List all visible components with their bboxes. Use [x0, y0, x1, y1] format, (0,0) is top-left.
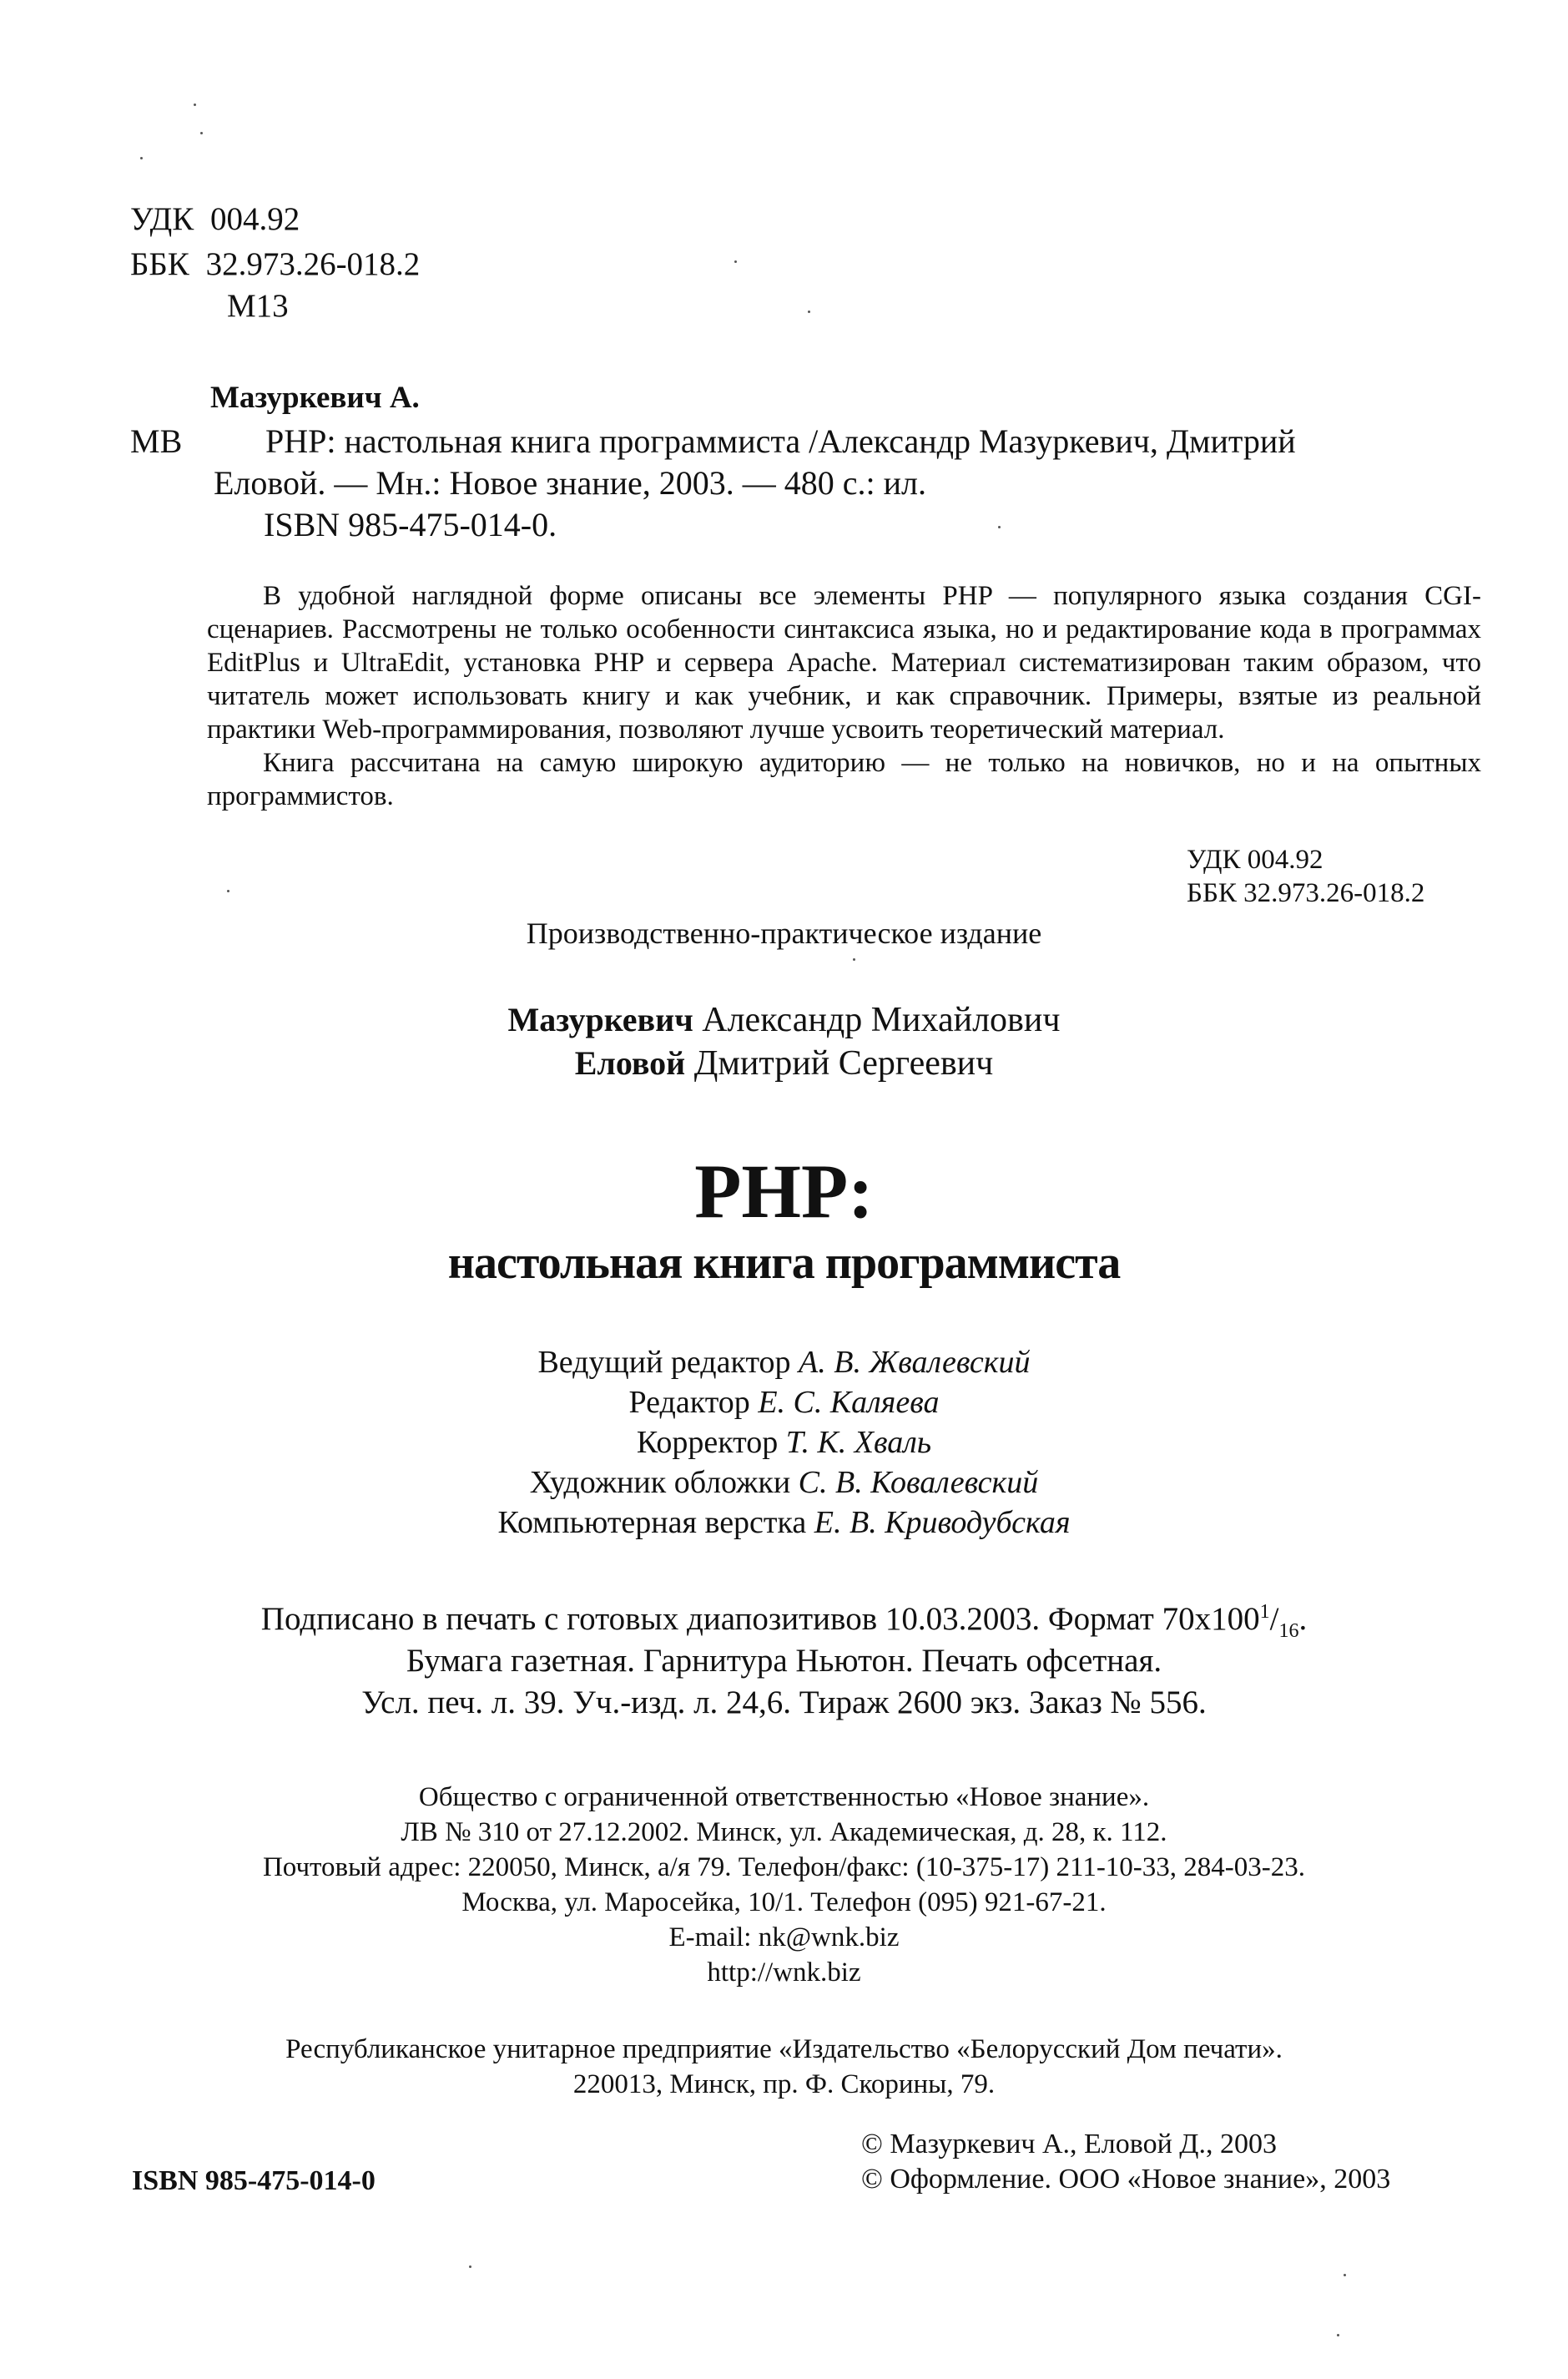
publisher-line-3: Почтовый адрес: 220050, Минск, а/я 79. Телефон/факс: (10-375-17) 211-10-33, 284-03-23. [262, 1852, 1306, 1882]
scan-speck [227, 890, 229, 892]
scan-speck [853, 958, 855, 961]
author-1 [0, 998, 1568, 1042]
scan-speck [200, 132, 203, 134]
credit-role: Корректор [636, 1425, 779, 1460]
printer-line-1: Республиканское унитарное предприятие «Издательство «Белорусский Дом печати». [285, 2034, 1283, 2064]
book-subtitle: настольная книга программиста [447, 1237, 1121, 1289]
print-spec-line-1 [0, 1599, 1568, 1642]
format-numerator: 1 [1259, 1601, 1270, 1623]
credit-editor [0, 1382, 1568, 1422]
annotation-paragraph-1: В удобной наглядной форме описаны все элементы PHP — популярного языка создания CGI-сценариев. Рассмотрены не только особенности синтаксиса языка, но и редактирование кода в программах EditPlus и UltraEdit, установка PHP и сервера Apache. Материал систематизирован таким образом, что читатель может использовать книгу и как учебник, и как справочник. Примеры, взятые из реальной практики Web-программирования, позволяют лучше усвоить теоретический материал. [207, 581, 1481, 745]
annotation-paragraph-2: Книга рассчитана на самую широкую аудиторию — не только на новичков, но и на опытных программистов. [207, 748, 1481, 811]
isbn-line: ISBN 985-475-014-0. [264, 506, 557, 543]
credit-layout [0, 1503, 1568, 1543]
edition-type: Производственно-практическое издание [526, 917, 1042, 950]
author-2 [0, 1042, 1568, 1085]
print-spec-line-3: Усл. печ. л. 39. Уч.-изд. л. 24,6. Тираж 2600 экз. Заказ № 556. [361, 1684, 1207, 1720]
copyright-authors: © Мазуркевич А., Еловой Д., 2003 [861, 2129, 1277, 2159]
format-denominator: 16 [1278, 1619, 1299, 1642]
udk-value: 004.92 [210, 201, 300, 237]
udk-label: УДК [130, 201, 194, 237]
print-spec-text: Подписано в печать с готовых диапозитивов 10.03.2003. Формат 70х100 [260, 1601, 1260, 1637]
bbk-code [130, 244, 420, 285]
scan-speck [140, 157, 143, 159]
print-spec-end: . [1298, 1601, 1308, 1637]
bibliographic-line-2: Еловой. — Мн.: Новое знание, 2003. — 480 с.: ил. [214, 464, 927, 502]
credit-lead-editor [0, 1342, 1568, 1382]
bbk-repeat: ББК 32.973.26-018.2 [1187, 878, 1425, 908]
scan-speck [469, 2265, 471, 2268]
publisher-line-2: ЛВ № 310 от 27.12.2002. Минск, ул. Академическая, д. 28, к. 112. [401, 1817, 1167, 1847]
publisher-line-1: Общество с ограниченной ответственностью «Новое знание». [418, 1782, 1150, 1812]
credit-role: Компьютерная верстка [497, 1505, 807, 1540]
publisher-website: http://wnk.biz [707, 1957, 861, 1988]
book-title: PHP: [694, 1149, 874, 1234]
credit-person: Е. С. Каляева [758, 1385, 940, 1420]
author-2-given: Дмитрий Сергеевич [693, 1044, 994, 1083]
author-1-given: Александр Михайлович [702, 1001, 1061, 1039]
bbk-value: 32.973.26-018.2 [205, 246, 421, 282]
publisher-line-4: Москва, ул. Маросейка, 10/1. Телефон (095) 921-67-21. [461, 1887, 1107, 1917]
author-2-surname: Еловой [574, 1044, 686, 1082]
credit-role: Художник обложки [529, 1465, 791, 1500]
print-spec-line-2: Бумага газетная. Гарнитура Ньютон. Печать офсетная. [406, 1643, 1162, 1679]
copyright-design: © Оформление. ООО «Новое знание», 2003 [861, 2164, 1391, 2195]
scan-speck [1337, 2334, 1339, 2336]
side-mark: МВ [130, 422, 183, 460]
format-slash: / [1269, 1601, 1279, 1637]
author-1-surname: Мазуркевич [507, 1001, 693, 1038]
credit-person: Т. К. Хваль [785, 1425, 932, 1460]
credit-person: Е. В. Криводубская [814, 1505, 1071, 1540]
scan-speck [808, 311, 810, 313]
scan-speck [998, 526, 1001, 528]
credit-proofreader [0, 1422, 1568, 1462]
scan-speck [1344, 2274, 1346, 2276]
publisher-email: E-mail: nk@wnk.biz [668, 1922, 900, 1952]
credit-role: Редактор [628, 1385, 750, 1420]
credit-person: С. В. Ковалевский [798, 1465, 1039, 1500]
annotation [207, 579, 1481, 813]
udk-code [130, 199, 300, 240]
credit-cover-artist [0, 1462, 1568, 1503]
udk-repeat: УДК 004.92 [1187, 845, 1323, 875]
credit-role: Ведущий редактор [537, 1345, 791, 1380]
bibliographic-line-1: PHP: настольная книга программиста /Александр Мазуркевич, Дмитрий [265, 422, 1296, 460]
author-heading: Мазуркевич А. [210, 381, 420, 415]
printer-line-2: 220013, Минск, пр. Ф. Скорины, 79. [572, 2069, 996, 2099]
scan-speck [194, 104, 196, 106]
credit-person: А. В. Жвалевский [799, 1345, 1031, 1380]
bbk-label: ББК [130, 246, 189, 282]
footer-isbn: ISBN 985-475-014-0 [132, 2165, 376, 2196]
author-mark: М13 [227, 288, 289, 324]
scan-speck [734, 260, 737, 263]
